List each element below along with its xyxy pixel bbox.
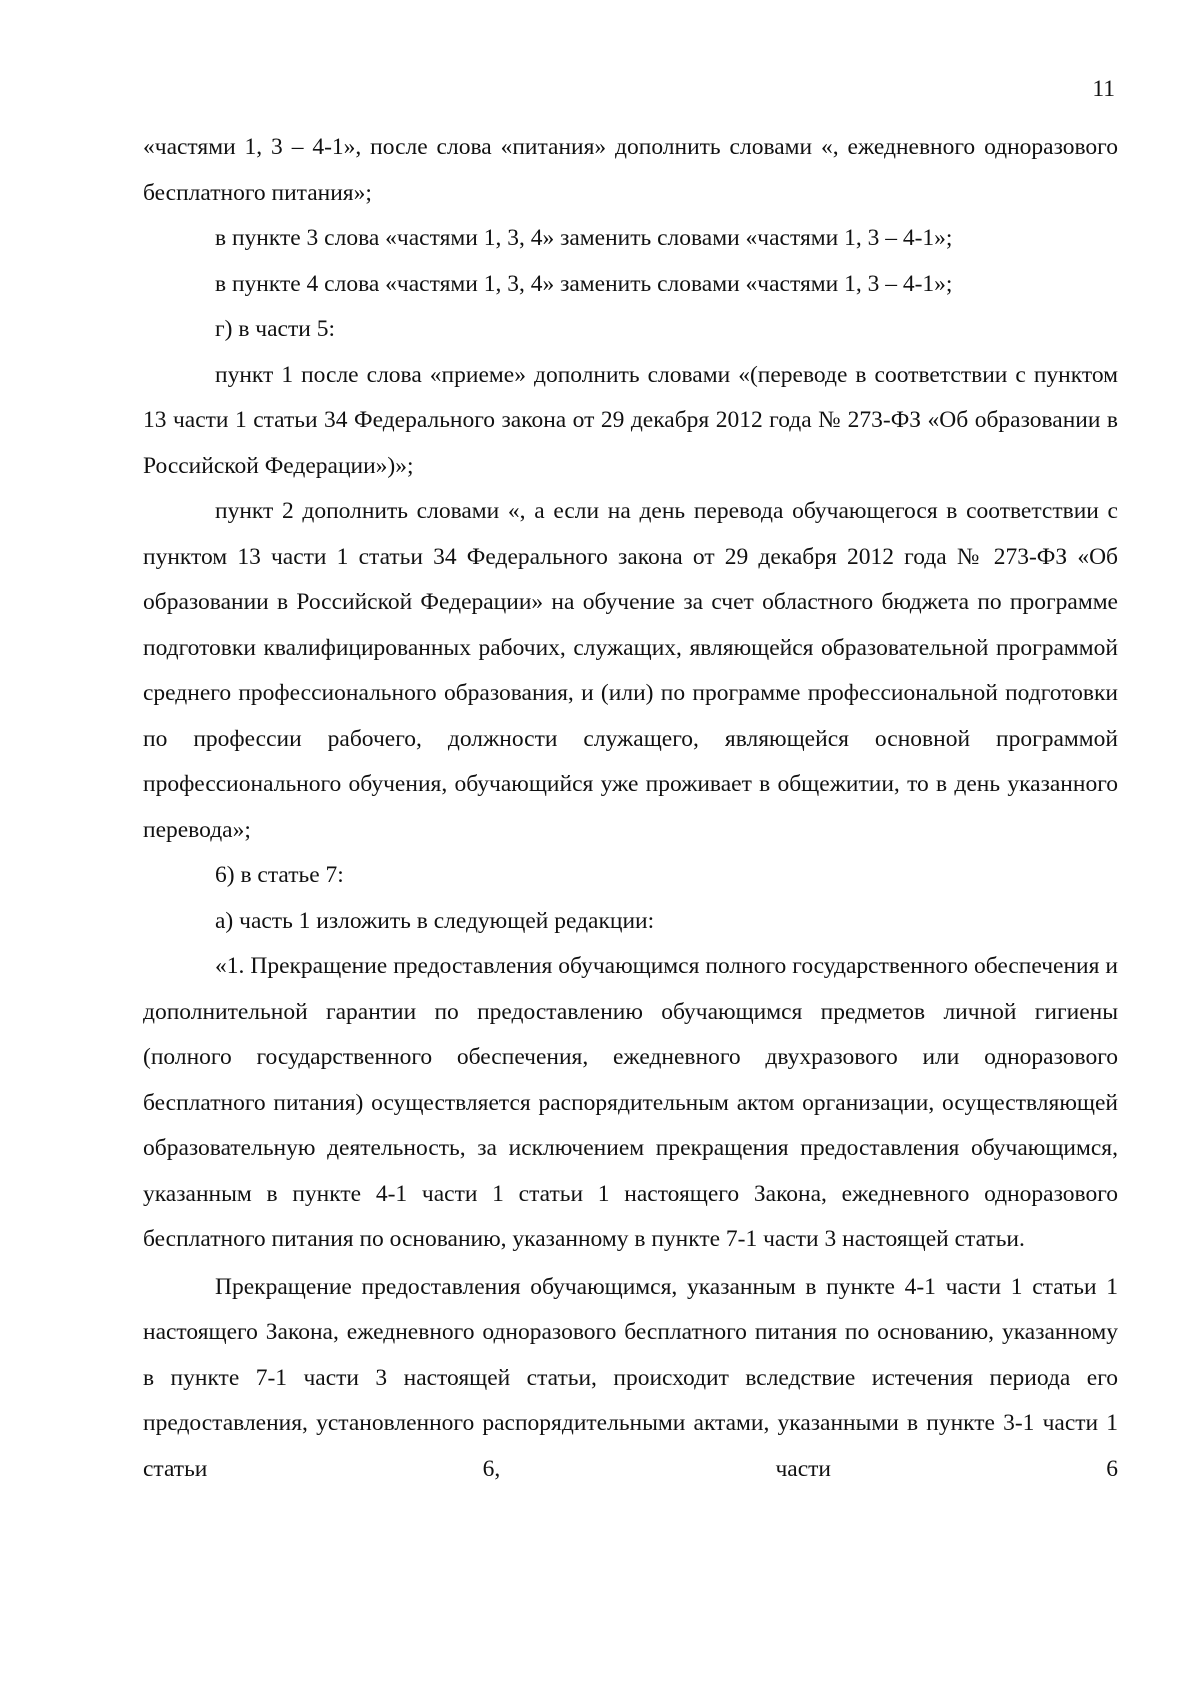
page-number: 11	[1092, 76, 1115, 102]
paragraph-4: г) в части 5:	[215, 316, 335, 342]
paragraph-5: пункт 1 после слова «приеме» дополнить словами «(переводе в соответствии с пунктом 13 части 1 статьи 34 Федерального закона от 29 декабря 2012 года № 273-ФЗ «Об образовании в Российской Федерации»)»;	[143, 361, 1118, 479]
paragraph-6: пункт 2 дополнить словами «, а если на день перевода обучающегося в соответствии с пунктом 13 части 1 статьи 34 Федерального закона от 29 декабря 2012 года № 273-ФЗ «Об образовании в Российской Федерации» на обучение за счет областного бюджета по программе подготовки квалифицированных рабочих, служащих, являющейся образовательной программой среднего профессионального образования, и (или) по программе профессиональной подготовки по профессии рабочего, должности служащего, являющейся основной программой профессионального обучения, обучающийся уже проживает в общежитии, то в день указанного перевода»;	[143, 498, 1118, 843]
paragraph-10: Прекращение предоставления обучающимся, указанным в пункте 4-1 части 1 статьи 1 настоящего Закона, ежедневного одноразового бесплатного питания по основанию, указанному в пункте 7-1 части 3 настоящей статьи, происходит вследствие истечения периода его предоставления, установленного распорядительными актами, указанными в пункте 3-1 части 1 статьи 6, части 6	[143, 1273, 1118, 1482]
paragraph-8: а) часть 1 изложить в следующей редакции:	[215, 907, 655, 934]
paragraph-1: «частями 1, 3 – 4-1», после слова «питания» дополнить словами «, ежедневного одноразового бесплатного питания»;	[143, 134, 1118, 206]
paragraph-3: в пункте 4 слова «частями 1, 3, 4» заменить словами «частями 1, 3 – 4-1»;	[215, 270, 953, 297]
paragraph-9: «1. Прекращение предоставления обучающимся полного государственного обеспечения и дополнительной гарантии по предоставлению обучающимся предметов личной гигиены (полного государственного обеспечения, ежедневного двухразового или одноразового бесплатного питания) осуществляется распорядительным актом организации, осуществляющей образовательную деятельность, за исключением прекращения предоставления обучающимся, указанным в пункте 4-1 части 1 статьи 1 настоящего Закона, ежедневного одноразового бесплатного питания по основанию, указанному в пункте 7-1 части 3 настоящей статьи.	[143, 953, 1118, 1252]
paragraph-2: в пункте 3 слова «частями 1, 3, 4» заменить словами «частями 1, 3 – 4-1»;	[215, 225, 953, 251]
document-body	[143, 125, 1118, 1492]
paragraph-7: 6) в статье 7:	[215, 862, 344, 888]
